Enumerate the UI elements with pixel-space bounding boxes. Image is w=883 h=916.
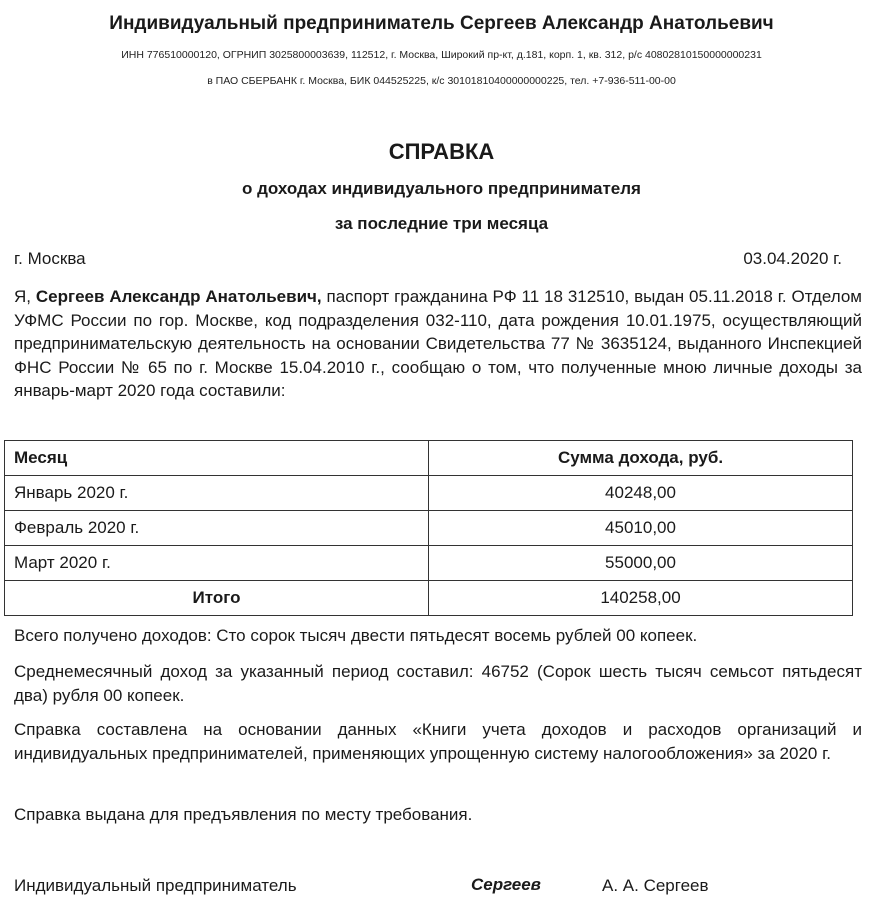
- column-header-sum: Сумма дохода, руб.: [429, 441, 853, 476]
- table-row: [5, 546, 853, 581]
- cell-month: Февраль 2020 г.: [5, 511, 429, 546]
- signature-name: А. А. Сергеев: [602, 876, 709, 895]
- total-income-text: Всего получено доходов: Сто сорок тысяч двести пятьдесят восемь рублей 00 копеек.: [14, 626, 698, 645]
- signature: Сергеев: [471, 875, 541, 894]
- cell-month: Март 2020 г.: [5, 546, 429, 581]
- total-label: Итого: [5, 581, 429, 616]
- applicant-name: Сергеев Александр Анатольевич,: [35, 287, 322, 306]
- cell-sum: 45010,00: [429, 511, 853, 546]
- document-period: за последние три месяца: [334, 214, 549, 233]
- document-subtitle: о доходах индивидуального предпринимателя: [242, 179, 641, 198]
- date: 03.04.2020 г.: [743, 249, 842, 268]
- intro-paragraph: [14, 285, 862, 403]
- column-header-month: Месяц: [5, 441, 429, 476]
- basis-text: Справка составлена на основании данных «Книги учета доходов и расходов организаций и индивидуальных предпринимателей, применяющих упрощенную систему налогообложения» за 2020 г.: [14, 720, 862, 763]
- letterhead-bank: в ПАО СБЕРБАНК г. Москва, БИК 044525225, к/с 30101810400000000225, тел. +7-936-511-00-00: [207, 75, 676, 87]
- intro-prefix: Я,: [14, 287, 36, 306]
- table-header-row: [5, 441, 853, 476]
- purpose-text: Справка выдана для предъявления по месту требования.: [14, 805, 473, 824]
- document-title: СПРАВКА: [388, 139, 495, 164]
- average-income-text: Среднемесячный доход за указанный период составил: 46752 (Сорок шесть тысяч семьсот пятьдесят два) рубля 00 копеек.: [14, 662, 862, 705]
- cell-month: Январь 2020 г.: [5, 476, 429, 511]
- letterhead-name: Индивидуальный предприниматель Сергеев Александр Анатольевич: [109, 13, 774, 34]
- signature-role: Индивидуальный предприниматель: [14, 876, 297, 895]
- cell-sum: 55000,00: [429, 546, 853, 581]
- total-value: 140258,00: [429, 581, 853, 616]
- place: г. Москва: [14, 249, 86, 268]
- table-row: [5, 511, 853, 546]
- table-total-row: [5, 581, 853, 616]
- cell-sum: 40248,00: [429, 476, 853, 511]
- intro-text: паспорт гражданина РФ 11 18 312510, выдан 05.11.2018 г. Отделом УФМС России по гор. Москве, код подразделения 032-110, дата рождения 10.01.1975, осуществляющий предпринимательскую деятельность на основании Свидетельства 77 № 3635124, выданного Инспекцией ФНС России № 65 по г. Москве 15.04.2010 г., сообщаю о том, что полученные мною личные доходы за январь-март 2020 года составили:: [14, 287, 862, 400]
- letterhead-details: ИНН 776510000120, ОГРНИП 3025800003639, 112512, г. Москва, Широкий пр-кт, д.181, корп. 1, кв. 312, р/с 40802810150000000231: [121, 49, 762, 61]
- table-row: [5, 476, 853, 511]
- income-table: [4, 440, 853, 616]
